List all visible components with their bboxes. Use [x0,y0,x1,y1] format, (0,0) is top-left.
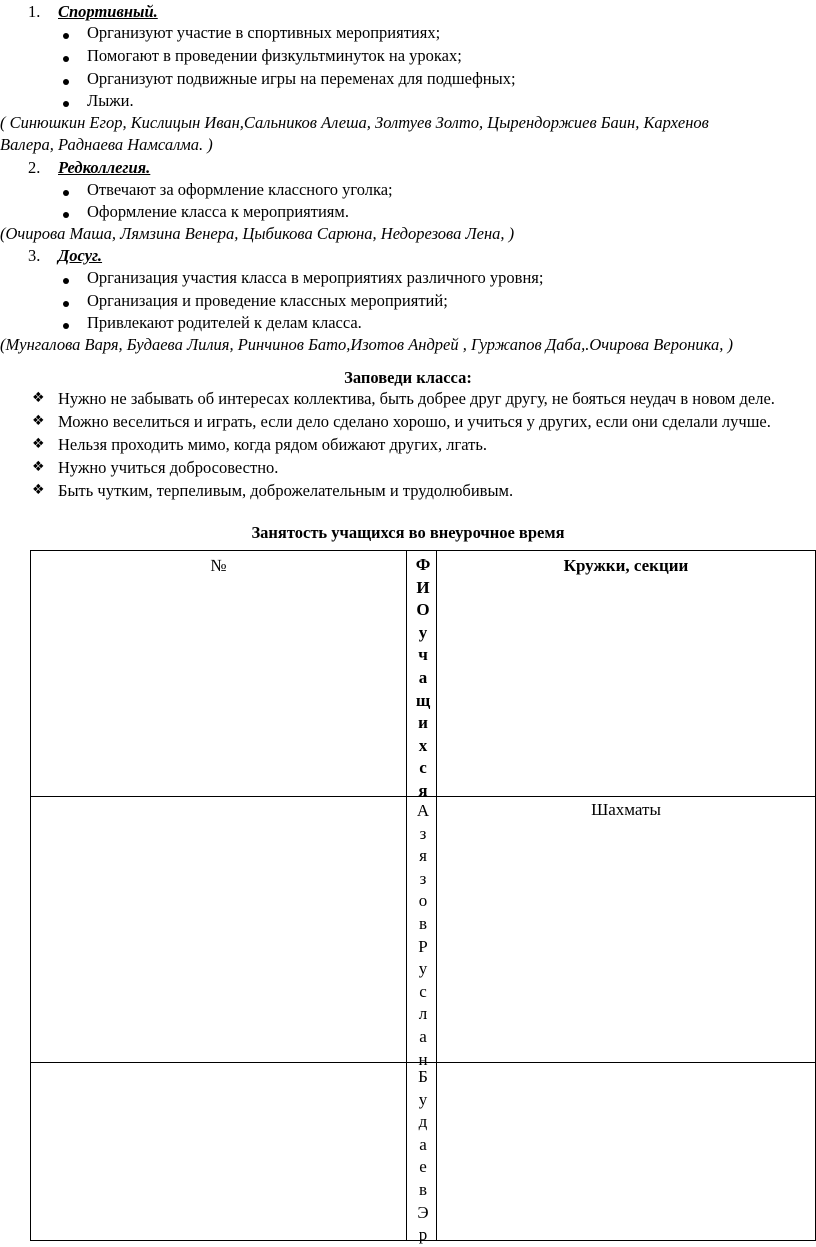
header-clubs: Кружки, секции [563,556,689,575]
section-3-item: Организация и проведение классных мероприятий; [87,291,448,310]
diamond-bullet-icon: ❖ [32,459,45,475]
bullet-dot-icon [63,323,69,329]
bullet-dot-icon [63,278,69,284]
section-3-item: Организация участия класса в мероприятиях различного уровня; [87,268,544,287]
section-1-item: Организуют подвижные игры на переменах для подшефных; [87,69,516,88]
commandment-item: Нельзя проходить мимо, когда рядом обижают других, лгать. [58,435,487,454]
section-3-number: 3. [28,246,41,265]
commandments-title: Заповеди класса: [344,368,472,387]
section-2-members: (Очирова Маша, Лямзина Венера, Цыбикова Сарюна, Недорезова Лена, ) [0,224,515,243]
row-name: А з я з о в Р у с л а н [416,801,430,1069]
bullet-dot-icon [63,101,69,107]
bullet-dot-icon [63,56,69,62]
section-1-item: Помогают в проведении физкультминуток на уроках; [87,46,462,65]
header-number: № [210,556,227,575]
section-3-members: (Мунгалова Варя, Будаева Лилия, Ринчинов Бато,Изотов Андрей , Гуржапов Даба,.Очирова Вероника, ) [0,335,733,354]
section-3-item: Привлекают родителей к делам класса. [87,313,362,332]
section-2-item: Отвечают за оформление классного уголка; [87,180,393,199]
section-2-item: Оформление класса к мероприятиям. [87,202,349,221]
section-1-title: Спортивный. [58,2,158,21]
row-name: Б у д а е в Э р [417,1067,429,1245]
commandment-item: Нужно не забывать об интересах коллектива, быть добрее друг другу, не бояться неудач в новом деле. [58,389,775,408]
section-3-title: Досуг. [58,246,103,265]
diamond-bullet-icon: ❖ [32,390,45,406]
bullet-dot-icon [63,190,69,196]
row-clubs: Шахматы [591,800,661,819]
commandment-item: Быть чутким, терпеливым, доброжелательным и трудолюбивым. [58,481,514,500]
section-1-item: Лыжи. [87,91,134,110]
bullet-dot-icon [63,33,69,39]
table-title: Занятость учащихся во внеурочное время [251,523,565,542]
section-2-number: 2. [28,158,41,177]
bullet-dot-icon [63,212,69,218]
section-1-item: Организуют участие в спортивных мероприятиях; [87,23,441,42]
diamond-bullet-icon: ❖ [32,482,45,498]
commandment-item: Нужно учиться добросовестно. [58,458,279,477]
section-2-title: Редколлегия. [58,158,151,177]
diamond-bullet-icon: ❖ [32,436,45,452]
section-1-members-cont: Валера, Раднаева Намсалма. ) [0,135,213,154]
header-name: Ф И О у ч а щ и х с я [415,555,431,800]
diamond-bullet-icon: ❖ [32,413,45,429]
bullet-dot-icon [63,79,69,85]
section-1-number: 1. [28,2,41,21]
bullet-dot-icon [63,301,69,307]
section-1-members: ( Синюшкин Егор, Кислицын Иван,Сальников Алеша, Золтуев Золто, Цырендоржиев Баин, Кархенов [0,113,709,132]
commandment-item: Можно веселиться и играть, если дело сделано хорошо, и учиться у других, если они сделали лучше. [58,412,771,431]
